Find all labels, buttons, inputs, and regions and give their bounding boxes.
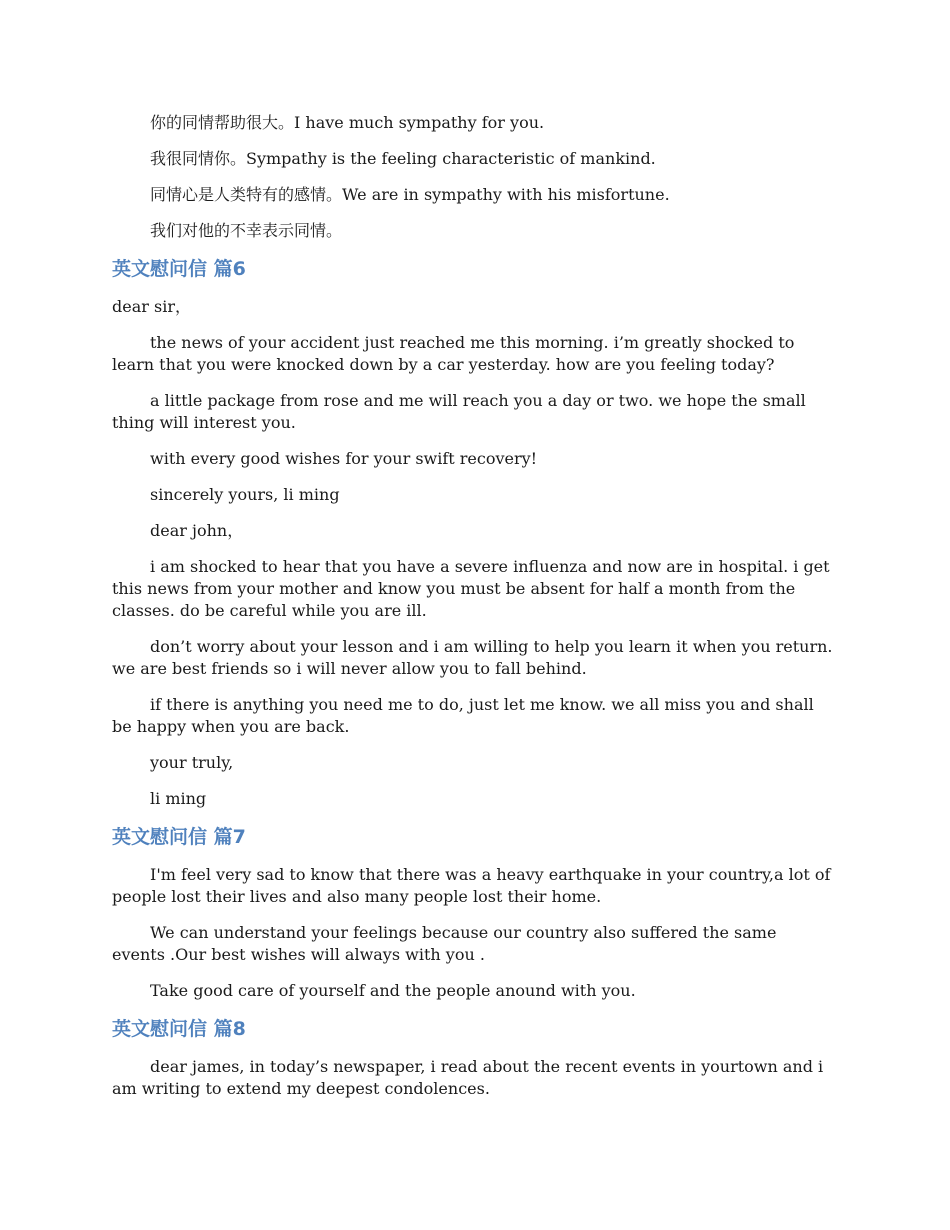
paragraph: i am shocked to hear that you have a severe influenza and now are in hospital. i get this news from your mother and know you must be absent for half a month from the classes. do be careful while you are ill. xyxy=(112,557,830,620)
letter-signoff: your truly, xyxy=(150,753,234,772)
section-heading: 英文慰问信 篇6 xyxy=(112,258,246,280)
paragraph: Take good care of yourself and the people anound with you. xyxy=(150,981,636,1000)
paragraph: We can understand your feelings because our country also suffered the same events .Our best wishes will always with you . xyxy=(112,923,777,964)
section-heading: 英文慰问信 篇7 xyxy=(112,826,246,848)
document-page xyxy=(112,112,834,1114)
paragraph: 同情心是人类特有的感情。We are in sympathy with his misfortune. xyxy=(150,185,670,204)
paragraph: 我很同情你。Sympathy is the feeling characteristic of mankind. xyxy=(150,149,656,168)
paragraph: 我们对他的不幸表示同情。 xyxy=(150,221,343,240)
paragraph: 你的同情帮助很大。I have much sympathy for you. xyxy=(150,113,545,132)
paragraph: don’t worry about your lesson and i am willing to help you learn it when you return. we are best friends so i will never allow you to fall behind. xyxy=(112,637,833,678)
letter-salutation: dear sir， xyxy=(112,297,191,316)
letter-signoff: sincerely yours, li ming xyxy=(150,485,340,504)
section-heading: 英文慰问信 篇8 xyxy=(112,1018,246,1040)
paragraph: the news of your accident just reached me this morning. i’m greatly shocked to learn that you were knocked down by a car yesterday. how are you feeling today? xyxy=(112,333,795,374)
letter-salutation: dear john， xyxy=(150,521,244,540)
paragraph: with every good wishes for your swift recovery! xyxy=(150,449,538,468)
paragraph: dear james, in today’s newspaper, i read about the recent events in yourtown and i am writing to extend my deepest condolences. xyxy=(112,1057,824,1098)
paragraph: a little package from rose and me will reach you a day or two. we hope the small thing will interest you. xyxy=(112,391,806,432)
letter-signature: li ming xyxy=(150,789,207,808)
paragraph: I'm feel very sad to know that there was a heavy earthquake in your country,a lot of people lost their lives and also many people lost their home. xyxy=(112,865,831,906)
paragraph: if there is anything you need me to do, just let me know. we all miss you and shall be happy when you are back. xyxy=(112,695,814,736)
